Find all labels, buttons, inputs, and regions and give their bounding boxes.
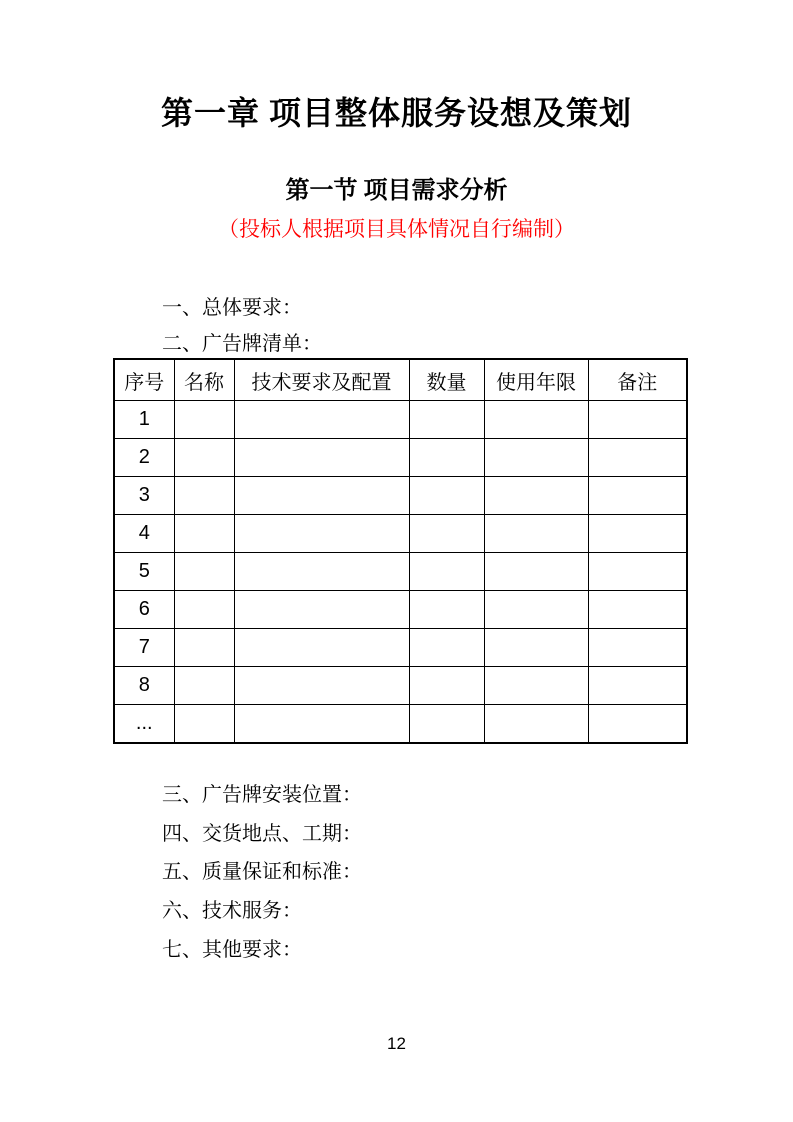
header-qty: 数量 — [409, 359, 484, 401]
qty-cell — [409, 515, 484, 553]
life-cell — [484, 629, 588, 667]
life-cell — [484, 477, 588, 515]
spec-cell — [234, 629, 409, 667]
serial-cell: 7 — [114, 629, 174, 667]
page-number: 12 — [387, 1034, 406, 1053]
table-row — [114, 401, 687, 439]
table-row — [114, 591, 687, 629]
table-row — [114, 667, 687, 705]
remark-cell — [588, 705, 687, 744]
bidder-note: （投标人根据项目具体情况自行编制） — [218, 217, 575, 241]
list-item-overall-requirements: 一、总体要求： — [162, 297, 302, 319]
remark-cell — [588, 667, 687, 705]
remark-cell — [588, 401, 687, 439]
chapter-title: 第一章 项目整体服务设想及策划 — [160, 95, 632, 131]
spec-cell — [234, 553, 409, 591]
name-cell — [174, 401, 234, 439]
table-header-row — [114, 359, 687, 401]
serial-cell: 2 — [114, 439, 174, 477]
table-row — [114, 515, 687, 553]
remark-cell — [588, 439, 687, 477]
life-cell — [484, 439, 588, 477]
life-cell — [484, 553, 588, 591]
remark-cell — [588, 515, 687, 553]
life-cell — [484, 667, 588, 705]
name-cell — [174, 515, 234, 553]
qty-cell — [409, 553, 484, 591]
spec-cell — [234, 401, 409, 439]
name-cell — [174, 591, 234, 629]
life-cell — [484, 515, 588, 553]
remark-cell — [588, 591, 687, 629]
spec-cell — [234, 705, 409, 744]
qty-cell — [409, 667, 484, 705]
name-cell — [174, 629, 234, 667]
serial-cell: 5 — [114, 553, 174, 591]
header-remark: 备注 — [588, 359, 687, 401]
table-row — [114, 553, 687, 591]
header-name: 名称 — [174, 359, 234, 401]
list-item-billboard-list: 二、广告牌清单： — [162, 333, 322, 355]
qty-cell — [409, 705, 484, 744]
spec-cell — [234, 667, 409, 705]
serial-cell: 4 — [114, 515, 174, 553]
life-cell — [484, 401, 588, 439]
spec-cell — [234, 477, 409, 515]
list-item-delivery: 四、交货地点、工期： — [162, 823, 362, 845]
spec-cell — [234, 515, 409, 553]
header-spec: 技术要求及配置 — [234, 359, 409, 401]
name-cell — [174, 553, 234, 591]
serial-cell: 1 — [114, 401, 174, 439]
remark-cell — [588, 629, 687, 667]
table-row — [114, 477, 687, 515]
billboard-requirements-table — [113, 358, 688, 744]
table-row — [114, 705, 687, 744]
list-item-tech-service: 六、技术服务： — [162, 900, 302, 922]
life-cell — [484, 705, 588, 744]
life-cell — [484, 591, 588, 629]
list-item-install-location: 三、广告牌安装位置： — [162, 784, 362, 806]
serial-cell: ... — [114, 705, 174, 744]
qty-cell — [409, 629, 484, 667]
header-serial: 序号 — [114, 359, 174, 401]
qty-cell — [409, 401, 484, 439]
name-cell — [174, 477, 234, 515]
qty-cell — [409, 439, 484, 477]
table-row — [114, 439, 687, 477]
qty-cell — [409, 477, 484, 515]
section-title: 第一节 项目需求分析 — [285, 178, 508, 204]
spec-cell — [234, 439, 409, 477]
serial-cell: 3 — [114, 477, 174, 515]
serial-cell: 8 — [114, 667, 174, 705]
remark-cell — [588, 477, 687, 515]
remark-cell — [588, 553, 687, 591]
qty-cell — [409, 591, 484, 629]
spec-cell — [234, 591, 409, 629]
name-cell — [174, 439, 234, 477]
header-life: 使用年限 — [484, 359, 588, 401]
name-cell — [174, 667, 234, 705]
name-cell — [174, 705, 234, 744]
list-item-other: 七、其他要求： — [162, 939, 302, 961]
table-row — [114, 629, 687, 667]
list-item-quality: 五、质量保证和标准： — [162, 861, 362, 883]
serial-cell: 6 — [114, 591, 174, 629]
